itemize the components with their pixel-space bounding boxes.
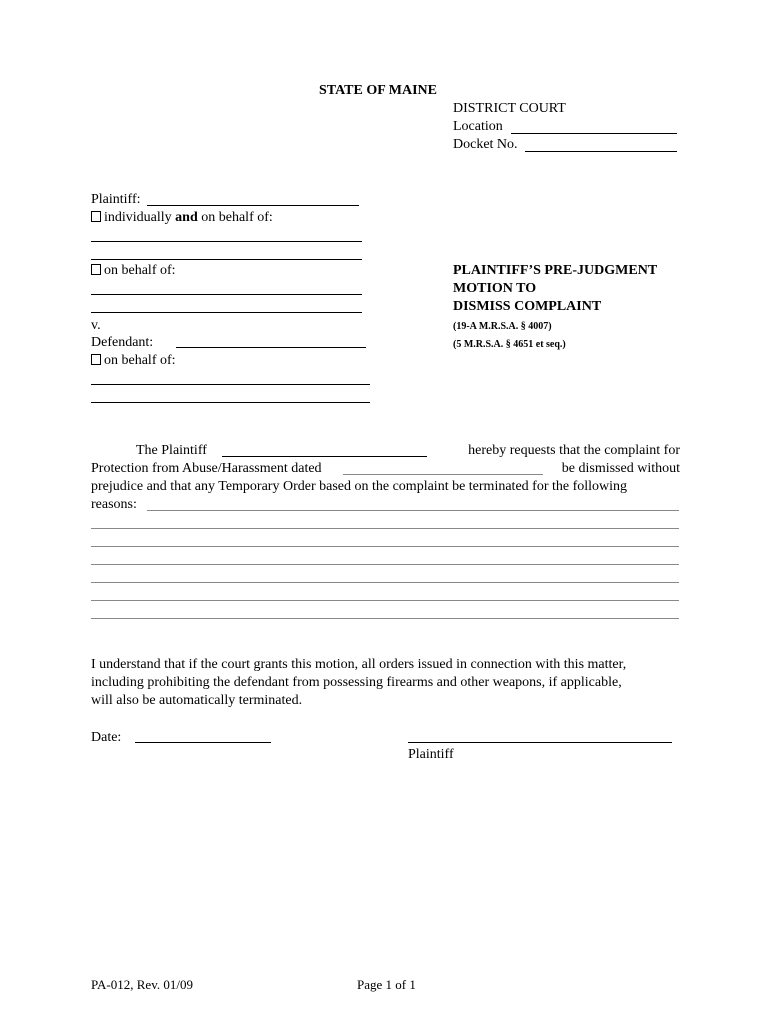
location-field[interactable] — [511, 133, 677, 134]
defendant-on-behalf-checkbox[interactable] — [91, 354, 101, 365]
form-id: PA-012, Rev. 01/09 — [91, 977, 193, 992]
individually-and: and — [175, 210, 198, 225]
body-plaintiff-name-field[interactable] — [222, 456, 427, 457]
state-heading: STATE OF MAINE — [319, 83, 437, 98]
date-label: Date: — [91, 730, 122, 745]
body-plaintiff-text: The Plaintiff — [136, 443, 207, 458]
motion-title-line-3: DISMISS COMPLAINT — [453, 299, 602, 314]
statute-citation-1: (19-A M.R.S.A. § 4007) — [453, 321, 552, 332]
location-label: Location — [453, 119, 503, 134]
reasons-line-6[interactable] — [91, 600, 679, 601]
reasons-line-2[interactable] — [91, 528, 679, 529]
behalf-line-3[interactable] — [91, 294, 362, 295]
individually-text: individually — [104, 210, 172, 225]
body-dismissed-text: be dismissed without — [561, 461, 680, 476]
understand-line-2: including prohibiting the defendant from possessing firearms and other weapons, if applicable, — [91, 675, 622, 690]
behalf-line-1[interactable] — [91, 241, 362, 242]
defendant-on-behalf-option — [91, 352, 176, 370]
understand-line-3: will also be automatically terminated. — [91, 693, 303, 708]
plaintiff-name-field[interactable] — [147, 205, 359, 206]
reasons-line-4[interactable] — [91, 564, 679, 565]
individually-suffix: on behalf of: — [201, 210, 273, 225]
defendant-on-behalf-label: on behalf of: — [104, 353, 176, 368]
reasons-line-3[interactable] — [91, 546, 679, 547]
plaintiff-label: Plaintiff: — [91, 192, 141, 207]
motion-title-line-2: MOTION TO — [453, 281, 537, 296]
plaintiff-signature-label: Plaintiff — [408, 747, 454, 762]
motion-title-line-1: PLAINTIFF’S PRE-JUDGMENT — [453, 263, 658, 278]
reasons-label: reasons: — [91, 497, 137, 512]
behalf-line-4[interactable] — [91, 312, 362, 313]
on-behalf-label: on behalf of: — [104, 263, 176, 278]
on-behalf-option — [91, 262, 176, 280]
individually-option — [91, 209, 273, 227]
body-protection-text: Protection from Abuse/Harassment dated — [91, 461, 322, 476]
understand-line-1: I understand that if the court grants this motion, all orders issued in connection with this matter, — [91, 657, 627, 672]
defendant-label: Defendant: — [91, 335, 154, 350]
plaintiff-signature-field[interactable] — [408, 742, 672, 743]
statute-citation-2: (5 M.R.S.A. § 4651 et seq.) — [453, 339, 566, 350]
court-name: DISTRICT COURT — [453, 101, 566, 116]
defendant-behalf-line-2[interactable] — [91, 402, 370, 403]
reasons-line-5[interactable] — [91, 582, 679, 583]
reasons-line-1[interactable] — [147, 510, 679, 511]
page-number: Page 1 of 1 — [357, 977, 416, 992]
versus-label: v. — [91, 318, 101, 333]
body-requests-text: hereby requests that the complaint for — [468, 443, 680, 458]
defendant-name-field[interactable] — [176, 347, 366, 348]
docket-label: Docket No. — [453, 137, 518, 152]
on-behalf-checkbox[interactable] — [91, 264, 101, 275]
reasons-line-7[interactable] — [91, 618, 679, 619]
complaint-date-field[interactable] — [343, 474, 543, 475]
behalf-line-2[interactable] — [91, 259, 362, 260]
individually-checkbox[interactable] — [91, 211, 101, 222]
defendant-behalf-line-1[interactable] — [91, 384, 370, 385]
date-field[interactable] — [135, 742, 271, 743]
docket-field[interactable] — [525, 151, 677, 152]
body-prejudice-text: prejudice and that any Temporary Order based on the complaint be terminated for the following — [91, 479, 628, 494]
